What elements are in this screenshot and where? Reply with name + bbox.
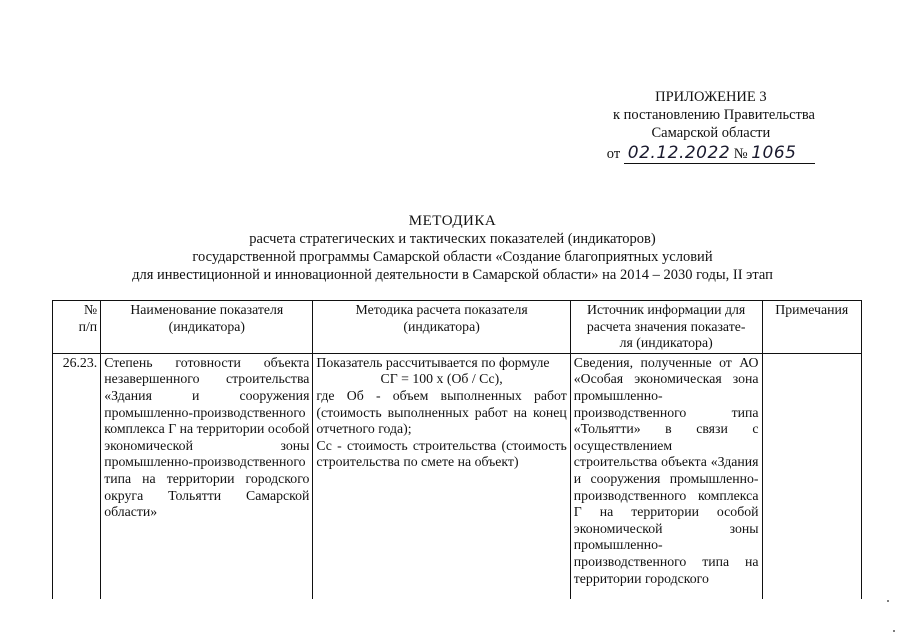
annex-block	[607, 88, 815, 164]
row-number: 26.23.	[53, 353, 101, 599]
annex-region-line: Самарской области	[651, 125, 771, 141]
header-notes: Примечания	[762, 301, 861, 354]
header-indicator-name-line1: Наименование показателя	[130, 302, 284, 317]
header-calculation-method-line2: (индикатора)	[403, 318, 480, 334]
method-ob-definition: где Об - объем выполненных работ (стоимость выполненных работ на конец отчетного года);	[316, 387, 567, 437]
scan-speck	[893, 630, 895, 632]
table-row	[53, 353, 862, 599]
annex-date-underline	[624, 144, 815, 164]
annex-from-label: от	[606, 146, 621, 162]
row-information-source: Сведения, полученные от АО «Особая экономическая зона промышленно-производственного типа «Тольятти» в связи с осуществлением строительства объекта «Здания и сооружения промышленно-производственного комплекса Г на территории особой экономической зоны промышленно-производственного типа на территории городского	[570, 353, 762, 599]
annex-number: 1065	[751, 143, 797, 163]
annex-date-number-line	[607, 144, 815, 164]
header-number-abbr: п/п	[78, 318, 98, 334]
annex-decree-line: к постановлению Правительства	[613, 107, 815, 123]
row-notes	[762, 353, 861, 599]
method-formula: СГ = 100 х (Об / Сс),	[380, 371, 503, 387]
header-indicator-name	[101, 301, 313, 354]
methodology-title: МЕТОДИКА	[408, 213, 497, 229]
row-indicator-name: Степень готовности объекта незавершенного строительства «Здания и сооружения промышленно-производственного комплекса Г на территории особой экономической зоны промышленно-производственного типа на территории городского округа Тольятти Самарской области»	[101, 353, 313, 599]
header-information-source-line1: Источник информации для	[587, 302, 746, 317]
method-intro: Показатель рассчитывается по формуле	[316, 354, 550, 370]
header-number-sign: №	[84, 302, 98, 317]
methodology-subtitle-3: для инвестиционной и инновационной деятельности в Самарской области» на 2014 – 2030 годы, II этап	[132, 267, 773, 283]
indicators-table	[52, 300, 862, 599]
annex-date: 02.12.2022	[627, 143, 731, 163]
header-indicator-name-line2: (индикатора)	[168, 318, 245, 334]
header-information-source-line3: ля (индикатора)	[619, 335, 713, 351]
header-calculation-method	[313, 301, 570, 354]
header-information-source-line2: расчета значения показате-	[586, 318, 746, 334]
header-calculation-method-line1: Методика расчета показателя	[355, 302, 528, 317]
methodology-title-block	[0, 212, 905, 284]
annex-number-sign: №	[733, 146, 748, 162]
scan-speck	[887, 600, 889, 602]
annex-title: ПРИЛОЖЕНИЕ 3	[655, 89, 767, 105]
header-number	[53, 301, 101, 354]
row-calculation-method	[313, 353, 570, 599]
method-cc-definition: Сс - стоимость строительства (стоимость строительства по смете на объект)	[316, 437, 567, 470]
methodology-subtitle-2: государственной программы Самарской области «Создание благоприятных условий	[192, 249, 713, 265]
methodology-subtitle-1: расчета стратегических и тактических показателей (индикаторов)	[249, 231, 656, 247]
table-header-row	[53, 301, 862, 354]
header-information-source	[570, 301, 762, 354]
